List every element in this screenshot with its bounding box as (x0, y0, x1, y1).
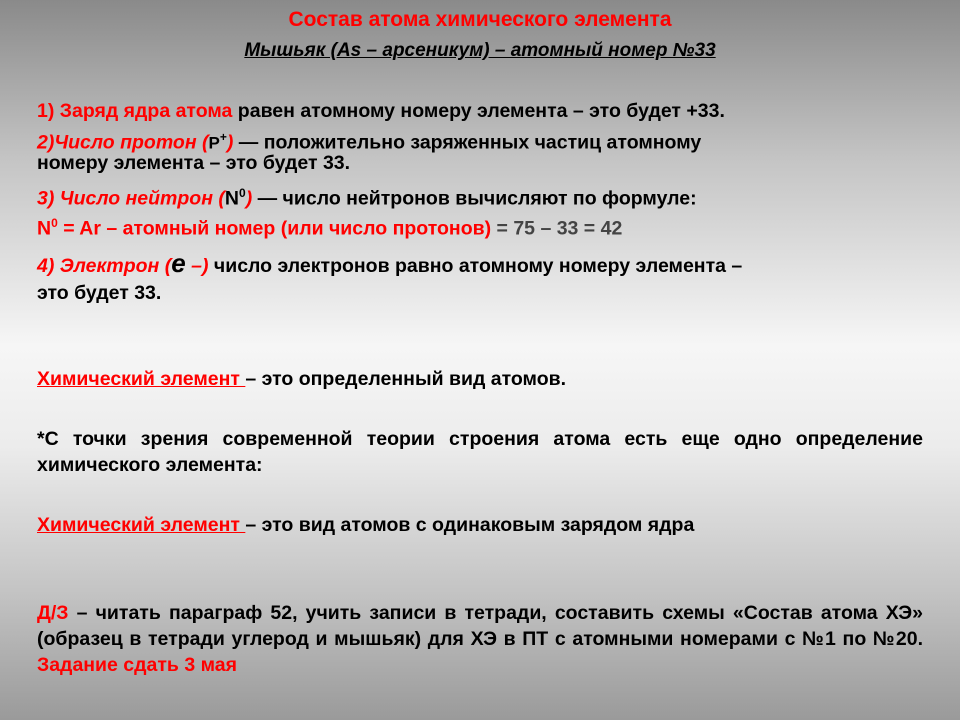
item3-close: ) (245, 187, 253, 210)
proton-symbol: P (208, 133, 220, 153)
item3-lead: 3) Число нейтрон ( (37, 187, 225, 210)
formula-result: = 75 – 33 = 42 (491, 217, 623, 240)
homework-deadline: Задание сдать 3 мая (37, 654, 237, 676)
item3-text: — число нейтронов вычисляют по формуле: (252, 187, 697, 210)
homework-text: – читать параграф 52, учить записи в тетради, составить схемы «Состав атома ХЭ» (образец в тетради углерод и мышьяк) для ХЭ в ПТ с атомными номерами с №1 по №20. (37, 602, 923, 650)
item4-lead: 4) Электрон ( (37, 255, 172, 277)
item2-lead: 2)Число протон ( (37, 131, 209, 154)
formula-text: = Ar – атомный номер (или число протонов) (57, 217, 492, 240)
item-electrons (37, 250, 742, 279)
definition2-text: – это вид атомов с одинаковым зарядом ядра (245, 514, 695, 536)
page-subtitle: Мышьяк (As – арсеникум) – атомный номер №33 (244, 40, 716, 61)
item4-text-1: число электронов равно атомному номеру элемента – (208, 255, 743, 277)
item-neutrons (37, 180, 697, 212)
item1-lead: 1) Заряд ядра атома (37, 100, 233, 122)
definition1-text: – это определенный вид атомов. (245, 368, 567, 390)
neutron-charge: 0 (239, 186, 246, 200)
item-electrons-cont (37, 280, 161, 306)
definition-1 (37, 366, 566, 392)
formula-symbol: N (37, 217, 52, 240)
proton-charge: + (219, 130, 227, 144)
homework (37, 600, 923, 678)
item2-close: ) (226, 131, 234, 154)
page-title: Состав атома химического элемента (288, 8, 672, 31)
item1-text: равен атомному номеру элемента – это будет +33. (232, 100, 725, 122)
item4-text-2: это будет 33. (37, 282, 162, 304)
definition1-term: Химический элемент (37, 368, 246, 390)
definition2-term: Химический элемент (37, 514, 246, 536)
definition-2 (37, 512, 694, 538)
item2-text-2: номеру элемента – это будет 33. (37, 152, 351, 174)
item2-text-1: — положительно заряженных частиц атомному (233, 131, 702, 154)
item4-minus: –) (185, 255, 209, 277)
item-protons-cont (37, 150, 350, 176)
item-nuclear-charge (37, 98, 725, 124)
electron-symbol: e (171, 248, 186, 278)
formula-sup: 0 (51, 216, 58, 230)
theory-note: *С точки зрения современной теории строения атома есть еще одно определение химического элемента: (37, 428, 923, 476)
homework-label: Д/З (37, 602, 69, 624)
neutron-formula (37, 210, 622, 242)
neutron-symbol: N (224, 187, 240, 210)
